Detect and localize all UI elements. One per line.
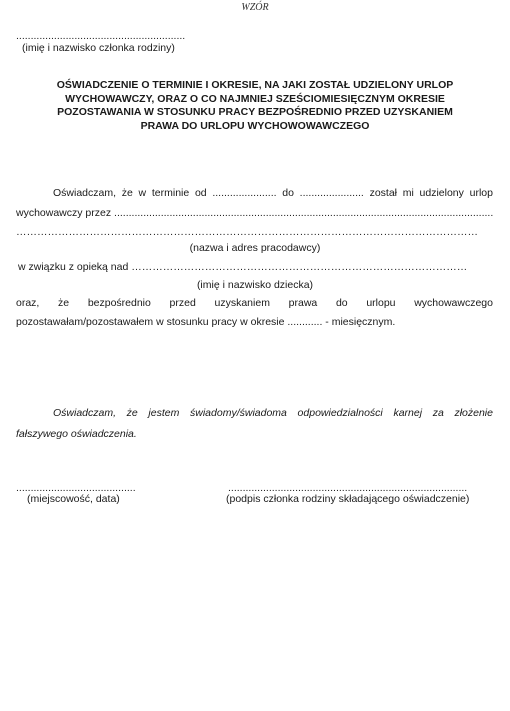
body-line-2: wychowawczy przez .................................................................................................................................. [16, 207, 494, 219]
body-line-1 [53, 187, 493, 199]
word: bezpośrednio [87, 297, 151, 309]
document-title: OŚWIADCZENIE O TERMINIE I OKRESIE, NA JAKI ZOSTAŁ UDZIELONY URLOP WYCHOWAWCZY, ORAZ O CO NAJMNIEJ SZEŚCIOMIESIĘCZNYM OKRESIE POZOSTAWANIA W STOSUNKU PRACY BEZPOŚREDNIO PRZED UZYSKANIEM PRAWA DO URLOPU WYCHOWOWAWCZEGO [56, 79, 454, 132]
place-date-line: ......................................... [16, 482, 136, 494]
word: wychowawczego [414, 297, 493, 309]
word: do [335, 297, 348, 309]
word: Oświadczam, [53, 407, 117, 419]
body-line-4: w związku z opieką nad …………………………………………………………………………………… [18, 261, 468, 273]
word: jestem [148, 407, 180, 419]
place-date-label: (miejscowość, data) [27, 493, 120, 505]
word: urlopu [366, 297, 396, 309]
word: złożenie [454, 407, 493, 419]
word: do [282, 187, 294, 199]
word: od [194, 187, 207, 199]
body-line-5 [16, 297, 493, 309]
member-name-line: .......................................................... [16, 30, 186, 42]
word: Oświadczam, [53, 187, 117, 199]
declaration-line-1 [53, 407, 493, 419]
word: ...................... [299, 187, 364, 199]
word: prawa [288, 297, 318, 309]
signature-label: (podpis członka rodziny składającego oświadczenie) [226, 493, 470, 505]
body-line-3: …………………………………………………………………………………………………………………… [16, 226, 478, 238]
declaration-line-2: fałszywego oświadczenia. [16, 428, 137, 440]
word: odpowiedzialności [297, 407, 383, 419]
signature-line: .................................................................................. [228, 482, 468, 494]
body-line-6: pozostawałam/pozostawałem w stosunku pracy w okresie ............ - miesięcznym. [16, 316, 396, 328]
child-label: (imię i nazwisko dziecka) [196, 279, 314, 291]
word: karnej [393, 407, 423, 419]
word: w [138, 187, 147, 199]
word: mi [402, 187, 414, 199]
word: że [121, 187, 133, 199]
template-mark: WZÓR [241, 2, 269, 13]
word: udzielony [419, 187, 464, 199]
word: że [58, 297, 70, 309]
word: za [432, 407, 444, 419]
word: przed [169, 297, 196, 309]
word: uzyskaniem [214, 297, 270, 309]
member-name-label: (imię i nazwisko członka rodziny) [22, 42, 175, 54]
word: oraz, [16, 297, 40, 309]
word: urlop [469, 187, 493, 199]
word: został [369, 187, 397, 199]
word: terminie [151, 187, 190, 199]
word: ...................... [212, 187, 277, 199]
employer-label: (nazwa i adres pracodawcy) [189, 242, 321, 254]
word: że [126, 407, 138, 419]
word: świadomy/świadoma [190, 407, 287, 419]
